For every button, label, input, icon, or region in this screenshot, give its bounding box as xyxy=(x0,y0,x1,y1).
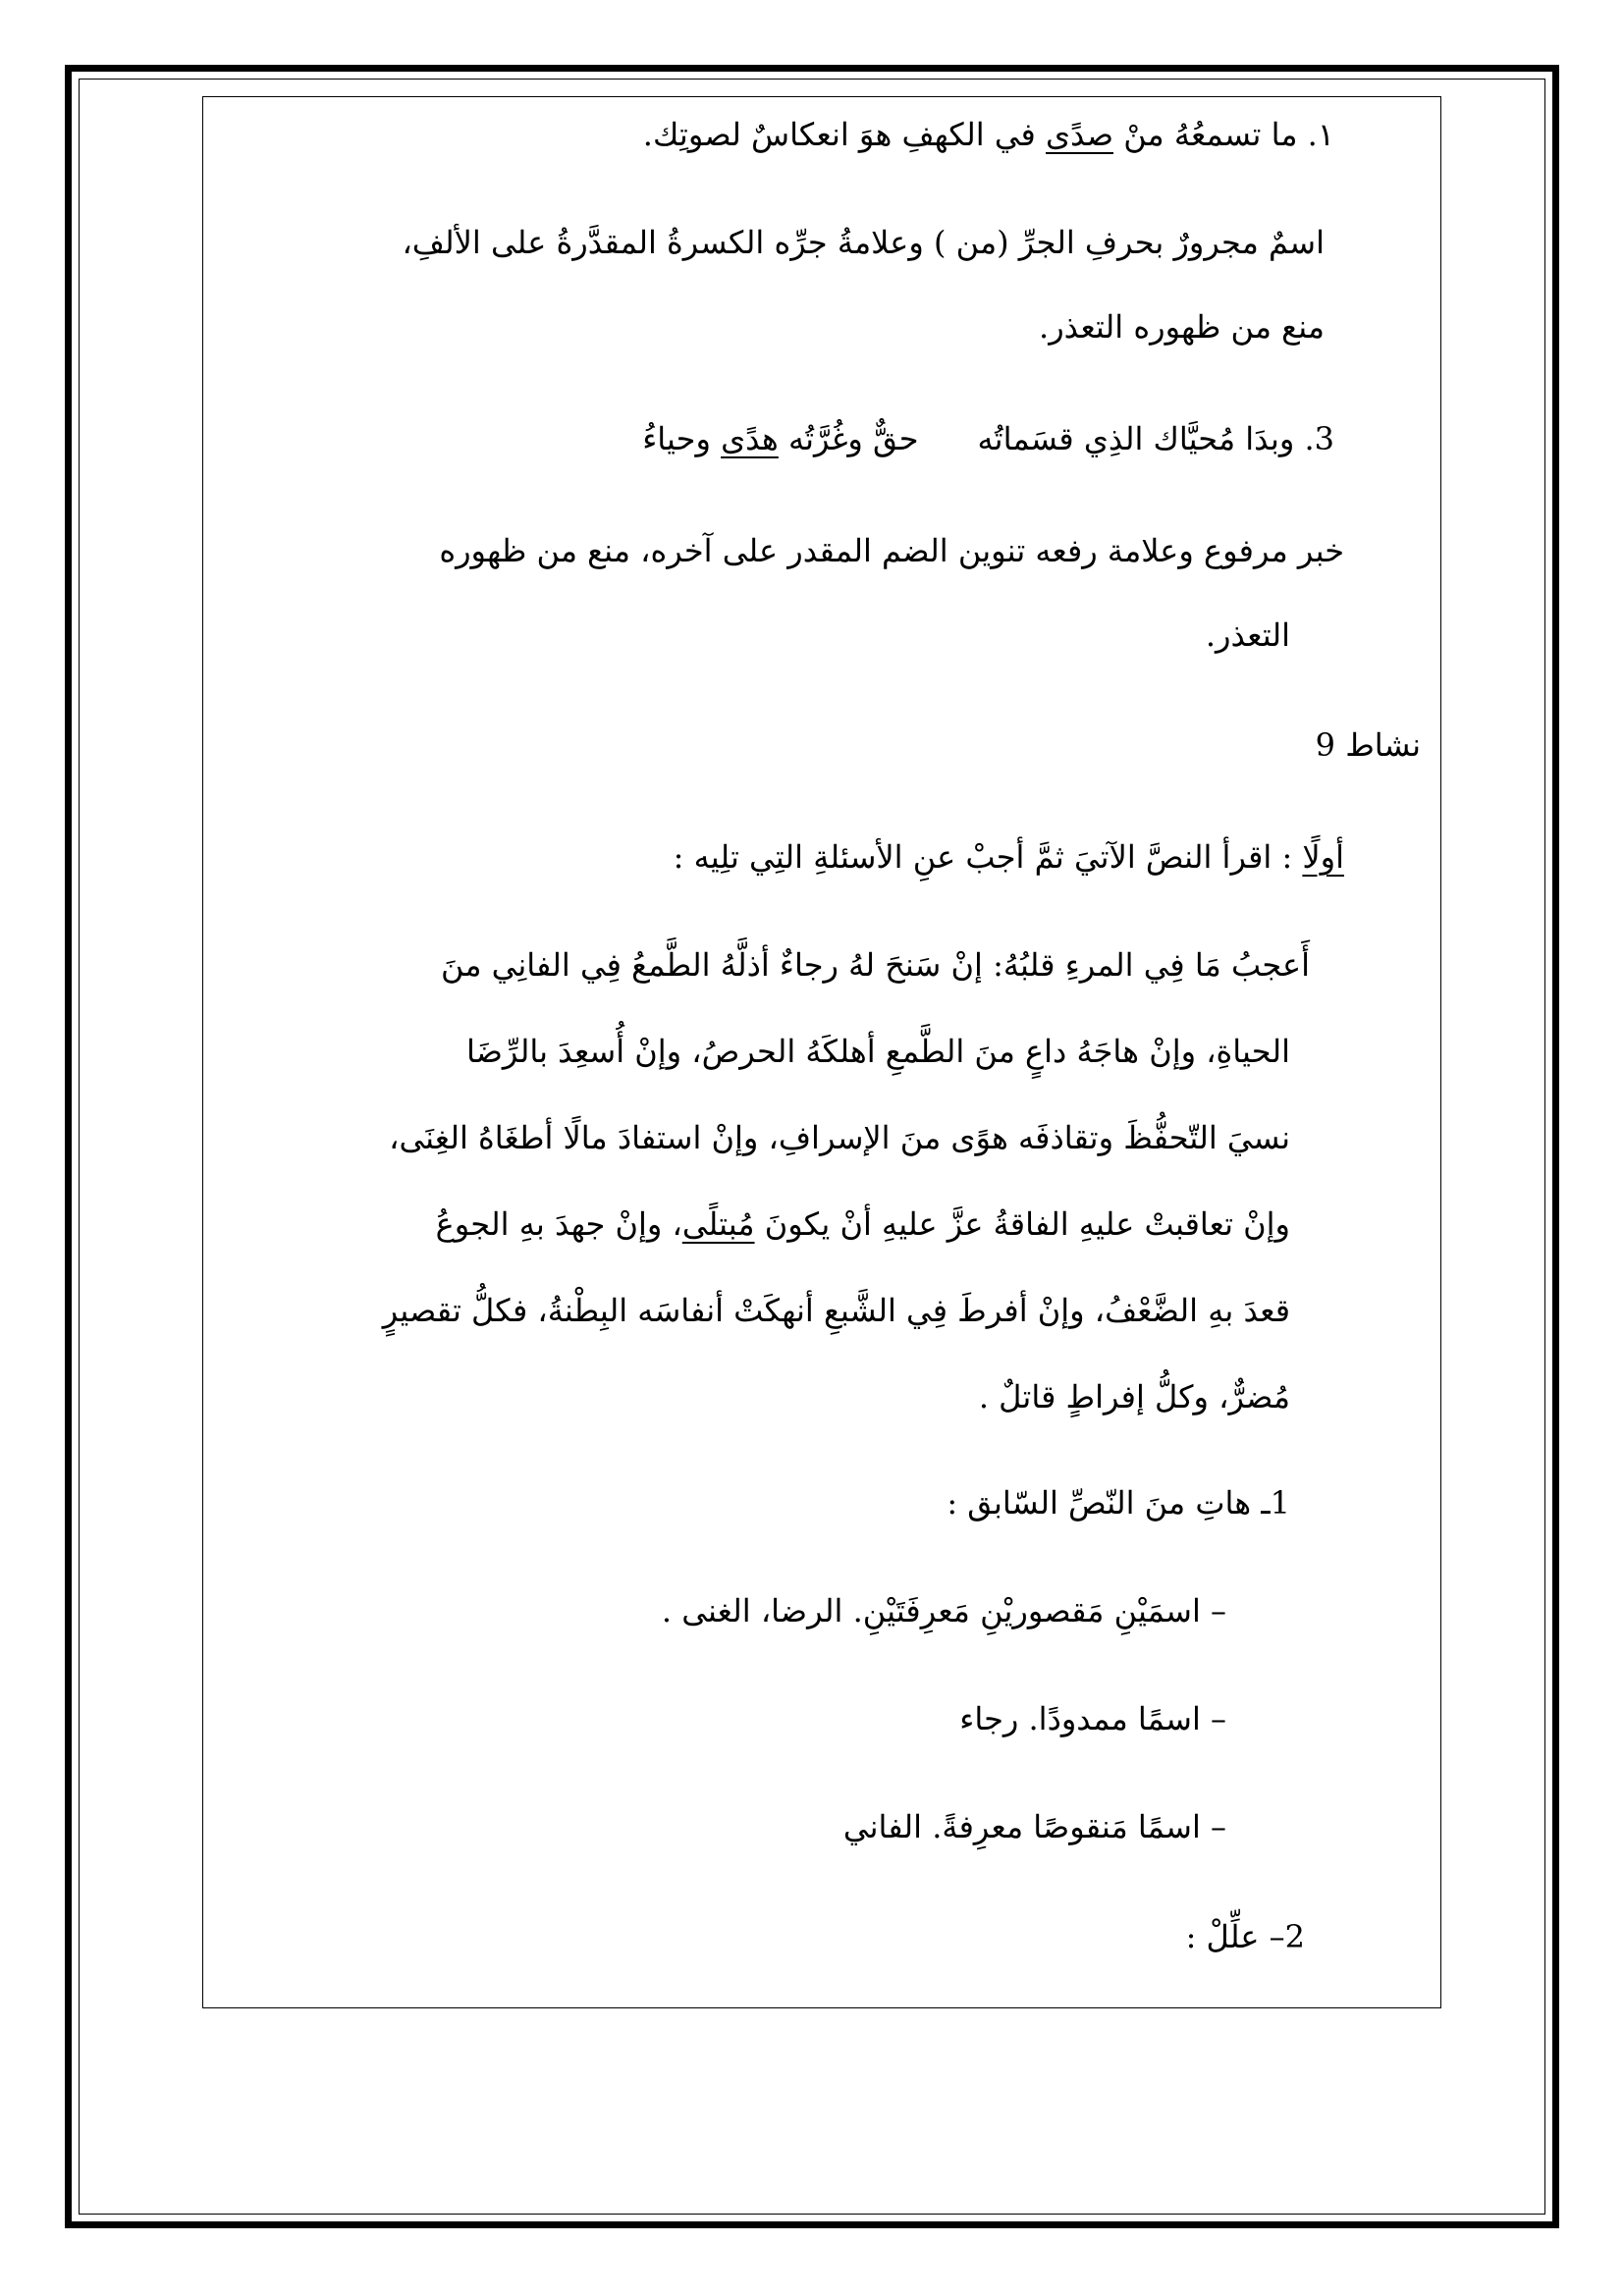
answer-item-3: – اسمًا مَنقوصًا معرِفةً. الفاني xyxy=(842,1808,1226,1845)
question-3-verse: 3. وبدَا مُحيَّاك الذِي قسَماتُهحقٌّ وغُرَّتُه هدًى وحياءُ xyxy=(642,420,1334,457)
passage-line-2: الحياةِ، وإنْ هاجَهُ داعٍ منَ الطَّمعِ أهلكَهُ الحرصُ، وإنْ أُسعِدَ بالرِّضَا xyxy=(466,1033,1290,1070)
underlined-word-sada: صدًى xyxy=(1046,116,1114,153)
activity-title: نشاط 9 xyxy=(1315,726,1421,764)
question-1-sentence: ١. ما تسمعُهُ منْ صدًى في الكهفِ هوَ انعكاسٌ لصوتِك. xyxy=(642,116,1334,153)
passage-line-3: نسيَ التّحفُّظَ وتقاذفَه هوًى منَ الإسرافِ، وإنْ استفادَ مالًا أطغَاهُ الغِنَى، xyxy=(389,1119,1290,1156)
activity-instruction: أولًا : اقرأ النصَّ الآتيَ ثمَّ أجبْ عنِ الأسئلةِ التِي تلِيه : xyxy=(673,838,1344,876)
underlined-word-huda: هدًى xyxy=(721,420,779,457)
answer-item-1: – اسمَيْنِ مَقصوريْنِ مَعرِفَتَيْنِ. الرضا، الغنى . xyxy=(661,1592,1226,1629)
answer-1-line-1: اسمٌ مجرورٌ بحرفِ الجرِّ (من ) وعلامةُ جرِّه الكسرةُ المقدَّرةُ على الألفِ، xyxy=(402,224,1325,261)
answer-3-line-1: خبر مرفوع وعلامة رفعه تنوين الضم المقدر على آخره، منع من ظهوره xyxy=(439,532,1344,569)
answer-3-line-2: التعذر. xyxy=(1205,616,1290,654)
passage-line-6: مُضرٌّ، وكلُّ إفراطٍ قاتلٌ . xyxy=(978,1378,1290,1415)
answer-1-line-2: منع من ظهوره التعذر. xyxy=(1039,308,1325,346)
passage-line-1: أَعجبُ مَا فِي المرءِ قلبُهُ: إنْ سَنحَ لهُ رجاءٌ أذلَّهُ الطَّمعُ فِي الفانِي منَ xyxy=(440,946,1310,984)
passage-line-4: وإنْ تعاقبتْ عليهِ الفاقةُ عزَّ عليهِ أنْ يكونَ مُبتلًى، وإنْ جهدَ بهِ الجوعُ xyxy=(435,1205,1290,1243)
passage-line-5: قعدَ بهِ الضَّعْفُ، وإنْ أفرطَ فِي الشَّبعِ أنهكَتْ أنفاسَه البِطْنةُ، فكلُّ تقصيرٍ xyxy=(382,1292,1290,1329)
question-2-heading: 2– علِّلْ : xyxy=(1185,1918,1305,1955)
instruction-label: أولًا xyxy=(1302,838,1344,876)
answer-item-2: – اسمًا ممدودًا. رجاء xyxy=(959,1700,1226,1737)
underlined-word-mubtala: مُبتلًى xyxy=(681,1205,755,1243)
question-1-heading: 1ـ هاتِ منَ النّصِّ السّابق : xyxy=(947,1484,1290,1522)
